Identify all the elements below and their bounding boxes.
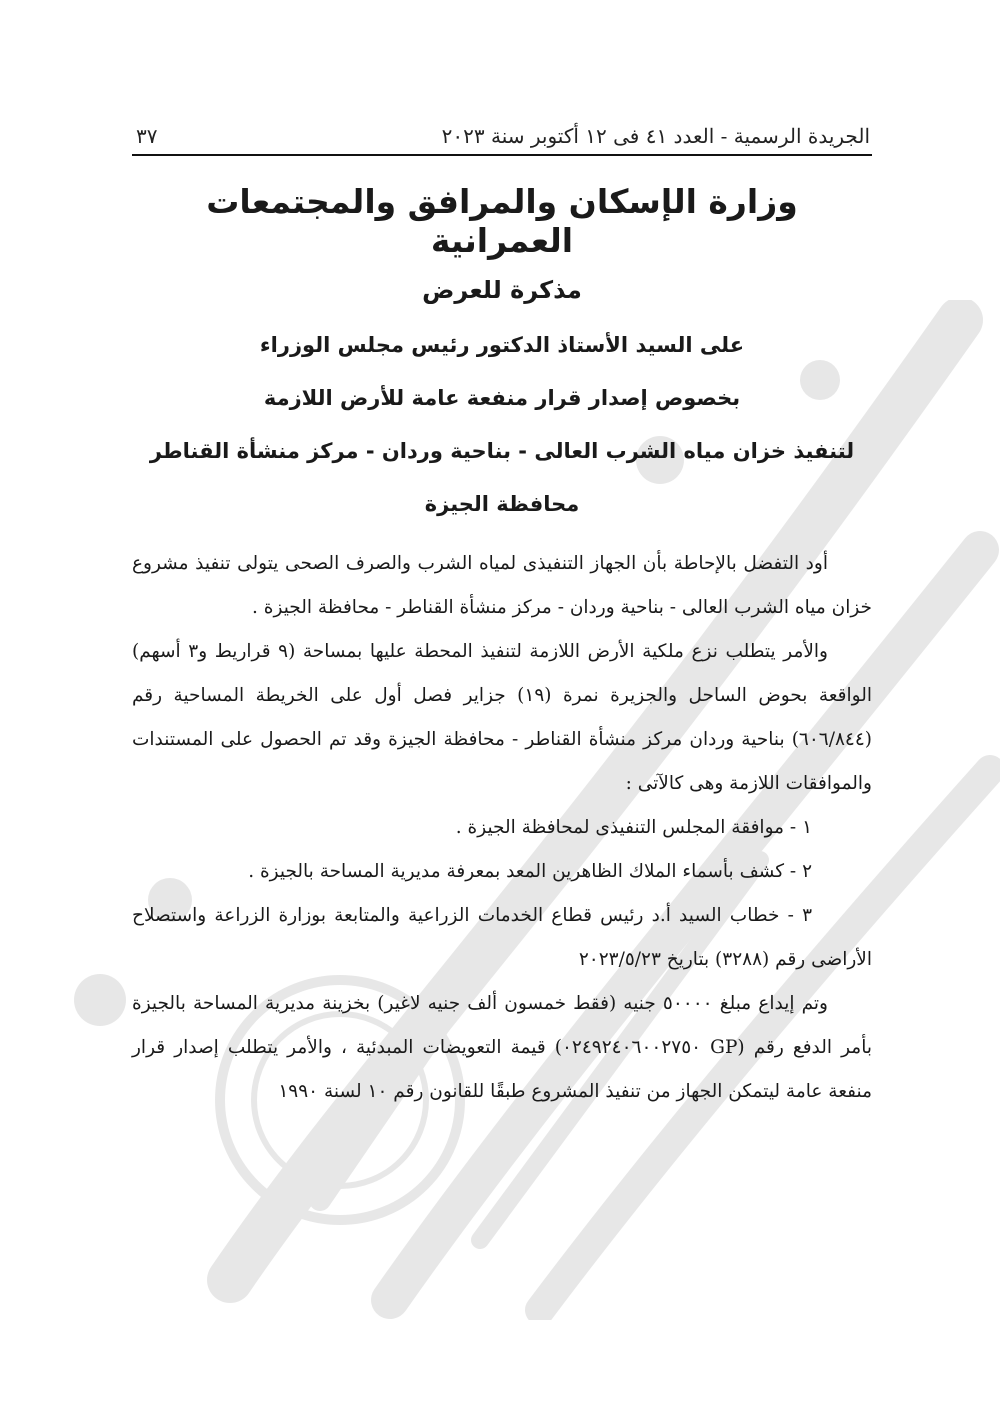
paragraph-deposit: وتم إيداع مبلغ ٥٠٠٠٠ جنيه (فقط خمسون ألف جنيه لاغير) بخزينة مديرية المساحة بالجيزة بأمر الدفع رقم (GP ٠٢٤٩٢٤٠٦٠٠٢٧٥٠) قيمة التعويضات المبدئية ، والأمر يتطلب إصدار قرار منفعة عامة ليتمكن الجهاز من تنفيذ المشروع طبقًا للقانون رقم ١٠ لسنة ١٩٩٠ bbox=[132, 993, 872, 1102]
journal-issue-line: الجريدة الرسمية - العدد ٤١ فى ١٢ أكتوبر سنة ٢٠٢٣ bbox=[441, 124, 870, 148]
subject-line-1: بخصوص إصدار قرار منفعة عامة للأرض اللازمة bbox=[263, 386, 741, 410]
paragraph-intro: أود التفضل بالإحاطة بأن الجهاز التنفيذى لمياه الشرب والصرف الصحى يتولى تنفيذ مشروع خزان مياه الشرب العالى - بناحية وردان - مركز منشأة القناطر - محافظة الجيزة . bbox=[132, 553, 872, 618]
list-item-3: ٣ - خطاب السيد أ.د رئيس قطاع الخدمات الزراعية والمتابعة بوزارة الزراعة واستصلاح الأراضى رقم (٣٢٨٨) بتاريخ ٢٠٢٣/٥/٢٣ bbox=[132, 905, 872, 970]
header-rule bbox=[132, 154, 872, 156]
addressee-line: على السيد الأستاذ الدكتور رئيس مجلس الوزراء bbox=[259, 333, 745, 357]
memo-title: مذكرة للعرض bbox=[422, 276, 582, 304]
running-header bbox=[132, 108, 872, 148]
subject-line-2: لتنفيذ خزان مياه الشرب العالى - بناحية وردان - مركز منشأة القناطر bbox=[149, 439, 855, 463]
subject-line-3: محافظة الجيزة bbox=[424, 492, 580, 516]
memo-body bbox=[132, 542, 872, 1114]
list-item-2: ٢ - كشف بأسماء الملاك الظاهرين المعد بمعرفة مديرية المساحة بالجيزة . bbox=[248, 861, 812, 882]
ministry-title: وزارة الإسكان والمرافق والمجتمعات العمرانية bbox=[206, 182, 798, 260]
list-item-1: ١ - موافقة المجلس التنفيذى لمحافظة الجيزة . bbox=[455, 817, 812, 838]
paragraph-land-request: والأمر يتطلب نزع ملكية الأرض اللازمة لتنفيذ المحطة عليها بمساحة (٩ قراريط و٣ أسهم) الواقعة بحوض الساحل والجزيرة نمرة (١٩) جزاير فصل أول على الخريطة المساحية رقم (٦٠٦/٨٤٤) بناحية وردان مركز منشأة القناطر - محافظة الجيزة وقد تم الحصول على المستندات والموافقات اللازمة وهى كالآتى : bbox=[132, 641, 873, 794]
page-number: ٣٧ bbox=[136, 124, 158, 148]
gazette-page bbox=[132, 108, 872, 1114]
